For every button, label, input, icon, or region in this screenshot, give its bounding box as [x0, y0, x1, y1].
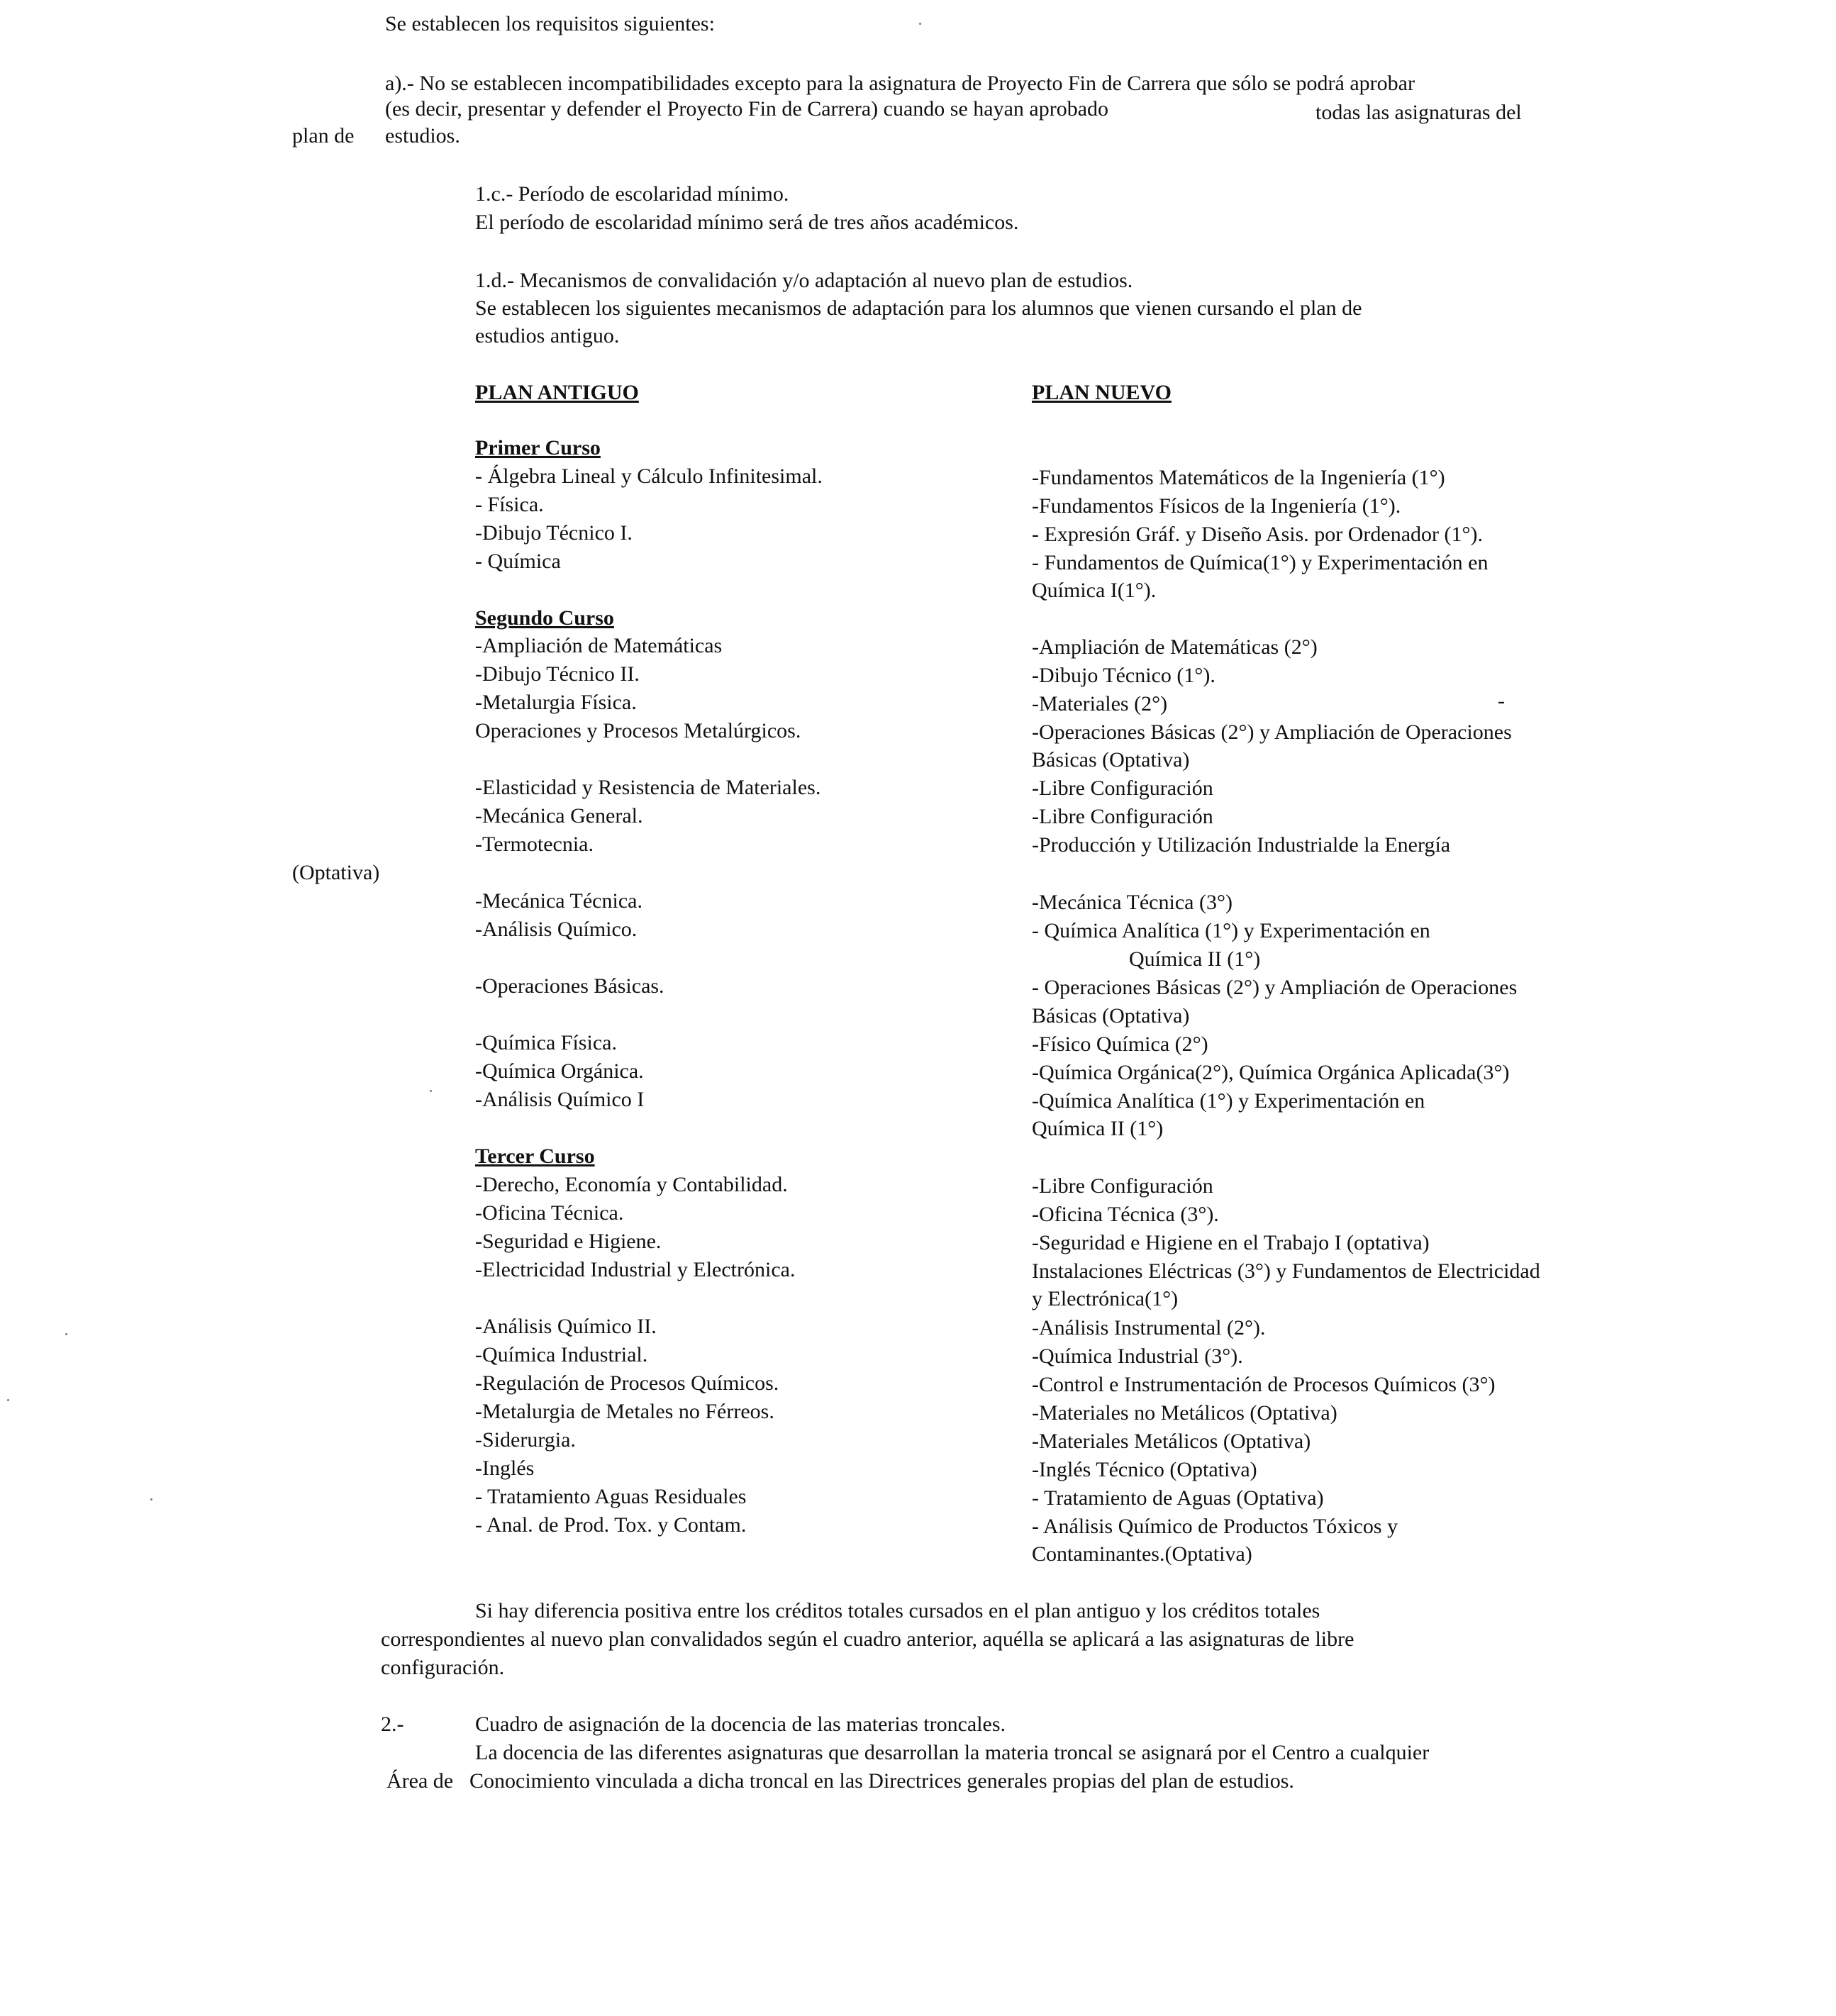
new-item: -Control e Instrumentación de Procesos Químicos (3°): [1032, 1373, 1496, 1396]
old-item: -Regulación de Procesos Químicos.: [475, 1371, 779, 1395]
new-item: -Inglés Técnico (Optativa): [1032, 1458, 1257, 1481]
new-item: y Electrónica(1°): [1032, 1287, 1179, 1310]
new-item: -Producción y Utilización Industrialde la Energía: [1032, 833, 1451, 857]
new-item: -Análisis Instrumental (2°).: [1032, 1316, 1266, 1340]
scan-speck: [65, 1333, 67, 1335]
new-item: -Fundamentos Matemáticos de la Ingeniería (1°): [1032, 466, 1445, 489]
old-item: -Química Industrial.: [475, 1343, 648, 1366]
credits-line2: correspondientes al nuevo plan convalidados según el cuadro anterior, aquélla se aplicará a las asignaturas de libre: [381, 1627, 1354, 1651]
margin-optativa: (Optativa): [292, 861, 380, 884]
section-1d-line1: Se establecen los siguientes mecanismos de adaptación para los alumnos que vienen cursando el plan de: [475, 296, 1362, 320]
old-item: -Mecánica General.: [475, 804, 643, 828]
old-item: -Química Física.: [475, 1031, 617, 1054]
new-item: Contaminantes.(Optativa): [1032, 1542, 1252, 1566]
req-a-line3: estudios.: [385, 124, 460, 147]
new-item: -Mecánica Técnica (3°): [1032, 891, 1233, 914]
section-1c-text: El período de escolaridad mínimo será de tres años académicos.: [475, 211, 1019, 234]
old-item: -Electricidad Industrial y Electrónica.: [475, 1258, 796, 1281]
new-item: - Química Analítica (1°) y Experimentación en: [1032, 919, 1430, 942]
scan-speck: [150, 1498, 152, 1500]
new-item: -Operaciones Básicas (2°) y Ampliación de Operaciones: [1032, 720, 1512, 744]
header-plan-antiguo: PLAN ANTIGUO: [475, 381, 639, 404]
new-item: -Libre Configuración: [1032, 1174, 1213, 1198]
new-item: -Físico Química (2°): [1032, 1032, 1208, 1056]
req-a-line2a: (es decir, presentar y defender el Proyecto Fin de Carrera) cuando se hayan aprobado: [385, 97, 1109, 121]
old-item: -Oficina Técnica.: [475, 1201, 624, 1225]
new-item: Química II (1°): [1129, 947, 1261, 971]
new-item: -Ampliación de Matemáticas (2°): [1032, 635, 1318, 659]
section-2-number: 2.-: [381, 1713, 404, 1736]
old-item: -Termotecnia.: [475, 832, 594, 856]
new-item: -Materiales (2°): [1032, 692, 1168, 715]
new-item: - Fundamentos de Química(1°) y Experimentación en: [1032, 551, 1489, 574]
old-item: -Elasticidad y Resistencia de Materiales.: [475, 776, 821, 799]
old-item: - Álgebra Lineal y Cálculo Infinitesimal.: [475, 464, 823, 488]
req-a-line1: a).- No se establecen incompatibilidades excepto para la asignatura de Proyecto Fin de Carrera que sólo se podrá aprobar: [385, 72, 1415, 95]
new-item: Básicas (Optativa): [1032, 748, 1190, 772]
new-item: Química I(1°).: [1032, 579, 1157, 602]
old-item: -Inglés: [475, 1457, 535, 1480]
section-1d-line2: estudios antiguo.: [475, 324, 620, 347]
new-item: - Expresión Gráf. y Diseño Asis. por Ordenador (1°).: [1032, 523, 1484, 546]
intro-text: Se establecen los requisitos siguientes:: [385, 12, 715, 35]
new-item: -Química Industrial (3°).: [1032, 1344, 1243, 1368]
old-item: -Seguridad e Higiene.: [475, 1230, 662, 1253]
section-2-heading: Cuadro de asignación de la docencia de las materias troncales.: [475, 1713, 1006, 1736]
old-item: Operaciones y Procesos Metalúrgicos.: [475, 719, 801, 742]
credits-line3: configuración.: [381, 1656, 505, 1679]
new-item: - Operaciones Básicas (2°) y Ampliación de Operaciones: [1032, 976, 1518, 999]
old-item: -Dibujo Técnico II.: [475, 662, 640, 686]
old-item: -Metalurgia de Metales no Férreos.: [475, 1400, 774, 1423]
new-item: -Fundamentos Físicos de la Ingeniería (1°).: [1032, 494, 1401, 518]
new-item: -Química Analítica (1°) y Experimentación en: [1032, 1089, 1425, 1113]
scan-speck: [430, 1090, 432, 1092]
section-2-margin: Área de: [386, 1769, 454, 1793]
old-item: - Química: [475, 550, 561, 573]
old-item: -Metalurgia Física.: [475, 691, 637, 714]
new-item: -Dibujo Técnico (1°).: [1032, 664, 1215, 687]
old-item: - Física.: [475, 493, 544, 516]
old-item: -Química Orgánica.: [475, 1059, 644, 1083]
new-item: -Libre Configuración: [1032, 776, 1213, 800]
new-item: - Tratamiento de Aguas (Optativa): [1032, 1486, 1324, 1510]
new-item: -Seguridad e Higiene en el Trabajo I (optativa): [1032, 1231, 1430, 1254]
course-heading-tercer: Tercer Curso: [475, 1145, 595, 1168]
old-item: -Análisis Químico II.: [475, 1315, 657, 1338]
section-1d-heading: 1.d.- Mecanismos de convalidación y/o adaptación al nuevo plan de estudios.: [475, 269, 1133, 292]
new-item: Química II (1°): [1032, 1117, 1164, 1140]
old-item: -Dibujo Técnico I.: [475, 521, 633, 545]
new-item: -Química Orgánica(2°), Química Orgánica Aplicada(3°): [1032, 1061, 1510, 1084]
course-heading-segundo: Segundo Curso: [475, 606, 614, 630]
scan-speck: [7, 1399, 9, 1401]
req-a-line2b: todas las asignaturas del: [1315, 101, 1522, 124]
old-item: - Tratamiento Aguas Residuales: [475, 1485, 747, 1508]
stray-dash: -: [1498, 689, 1505, 713]
req-a-margin: plan de: [292, 124, 355, 147]
old-item: -Operaciones Básicas.: [475, 974, 664, 998]
old-item: -Mecánica Técnica.: [475, 889, 642, 913]
section-2-line2: Conocimiento vinculada a dicha troncal en las Directrices generales propias del plan de estudios.: [469, 1769, 1294, 1793]
new-item: -Materiales no Metálicos (Optativa): [1032, 1401, 1337, 1425]
course-heading-primer: Primer Curso: [475, 436, 601, 460]
old-item: -Análisis Químico I: [475, 1088, 645, 1111]
new-item: -Oficina Técnica (3°).: [1032, 1203, 1219, 1226]
header-plan-nuevo: PLAN NUEVO: [1032, 381, 1172, 404]
old-item: - Anal. de Prod. Tox. y Contam.: [475, 1513, 747, 1537]
new-item: Instalaciones Eléctricas (3°) y Fundamentos de Electricidad: [1032, 1259, 1540, 1283]
section-2-line1: La docencia de las diferentes asignaturas que desarrollan la materia troncal se asignará por el Centro a cualquier: [475, 1741, 1430, 1764]
new-item: Básicas (Optativa): [1032, 1004, 1190, 1028]
new-item: -Libre Configuración: [1032, 805, 1213, 828]
scan-speck: [919, 23, 921, 25]
new-item: - Análisis Químico de Productos Tóxicos y: [1032, 1515, 1398, 1538]
credits-line1: Si hay diferencia positiva entre los créditos totales cursados en el plan antiguo y los créditos totales: [475, 1599, 1320, 1622]
old-item: -Análisis Químico.: [475, 918, 638, 941]
old-item: -Ampliación de Matemáticas: [475, 634, 723, 657]
new-item: -Materiales Metálicos (Optativa): [1032, 1430, 1311, 1453]
section-1c-heading: 1.c.- Período de escolaridad mínimo.: [475, 182, 789, 206]
old-item: -Derecho, Economía y Contabilidad.: [475, 1173, 788, 1196]
old-item: -Siderurgia.: [475, 1428, 576, 1452]
